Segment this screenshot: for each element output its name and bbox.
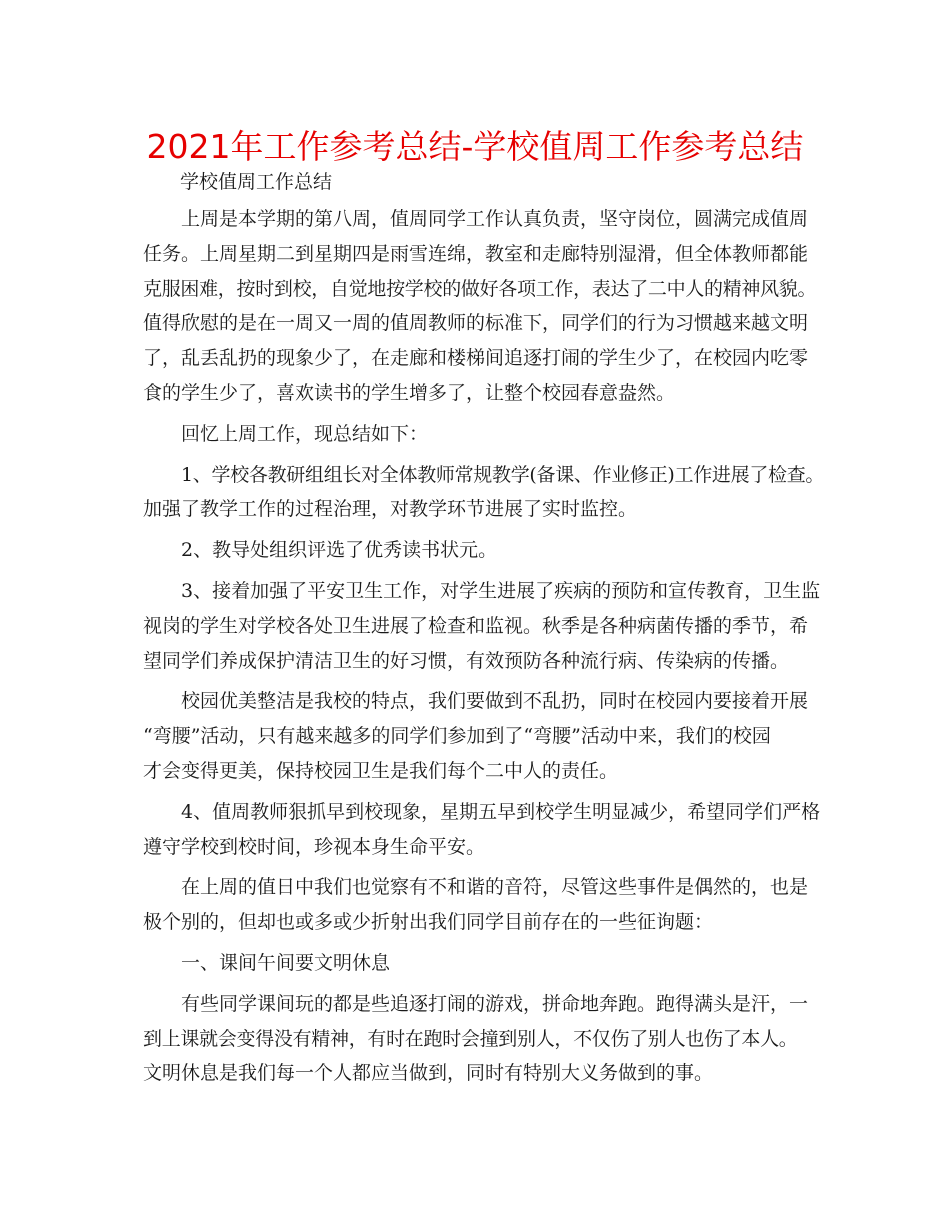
paragraph-7 <box>143 795 821 865</box>
document-subheading: 学校值周工作总结 <box>180 171 333 193</box>
paragraph-1 <box>143 202 817 411</box>
section-heading <box>143 946 811 981</box>
text-line: 值得欣慰的是在一周又一周的值周教师的标准下，同学们的行为习惯越来越文明 <box>143 312 809 335</box>
text-line: 食的学生少了，喜欢读书的学生增多了，让整个校园春意盎然。 <box>143 381 676 404</box>
text-line: 在上周的值日中我们也觉察有不和谐的音符，尽管这些事件是偶然的，也是 <box>181 876 809 899</box>
paragraph-3 <box>143 458 825 528</box>
page-title: 2021年工作参考总结-学校值周工作参考总结 <box>146 127 804 166</box>
paragraph-4 <box>143 533 811 568</box>
text-line: 1、学校各教研组组长对全体教师常规教学(备课、作业修正)工作进展了检查。 <box>181 463 825 486</box>
text-line: 了，乱丢乱扔的现象少了，在走廊和楼梯间追逐打闹的学生少了，在校园内吃零 <box>143 347 809 370</box>
text-line: “弯腰”活动，只有越来越多的同学们参加到了“弯腰”活动中来，我们的校园 <box>143 725 771 748</box>
text-line: 望同学们养成保护清洁卫生的好习惯，有效预防各种流行病、传染病的传播。 <box>143 649 790 672</box>
text-line: 3、接着加强了平安卫生工作，对学生进展了疾病的预防和宣传教育，卫生监 <box>181 579 821 602</box>
text-line: 才会变得更美，保持校园卫生是我们每个二中人的责任。 <box>143 759 619 782</box>
text-line: 遵守学校到校时间，珍视本身生命平安。 <box>143 835 486 858</box>
text-line: 4、值周教师狠抓早到校现象，星期五早到校学生明显减少，希望同学们严格 <box>181 800 821 823</box>
text-line: 到上课就会变得没有精神，有时在跑时会撞到别人，不仅伤了别人也伤了本人。 <box>143 1027 798 1050</box>
paragraph-2 <box>143 417 811 452</box>
paragraph-5 <box>143 574 821 678</box>
text-line: 文明休息是我们每一个人都应当做到，同时有特别大义务做到的事。 <box>143 1062 714 1085</box>
text-line: 一、课间午间要文明休息 <box>181 951 391 974</box>
text-line: 校园优美整洁是我校的特点，我们要做到不乱扔，同时在校园内要接着开展 <box>181 690 809 713</box>
text-line: 有些同学课间玩的都是些追逐打闹的游戏，拼命地奔跑。跑得满头是汗，一 <box>181 992 809 1015</box>
document-body <box>143 202 825 1097</box>
text-line: 视岗的学生对学校各处卫生进展了检查和监视。秋季是各种病菌传播的季节，希 <box>143 614 809 637</box>
paragraph-8 <box>143 870 811 940</box>
text-line: 极个别的，但却也或多或少折射出我们同学目前存在的一些征询题： <box>143 911 714 934</box>
paragraph-10 <box>143 987 811 1091</box>
text-line: 任务。上周星期二到星期四是雨雪连绵，教室和走廊特别湿滑，但全体教师都能 <box>143 242 809 265</box>
text-line: 回忆上周工作，现总结如下： <box>181 422 429 445</box>
text-line: 2、教导处组织评选了优秀读书状元。 <box>181 539 498 562</box>
text-line: 上周是本学期的第八周，值周同学工作认真负责，坚守岗位，圆满完成值周 <box>181 208 809 230</box>
text-line: 克服困难，按时到校，自觉地按学校的做好各项工作，表达了二中人的精神风貌。 <box>143 277 817 300</box>
text-line: 加强了教学工作的过程治理，对教学环节进展了实时监控。 <box>143 498 638 521</box>
paragraph-6 <box>143 684 811 788</box>
